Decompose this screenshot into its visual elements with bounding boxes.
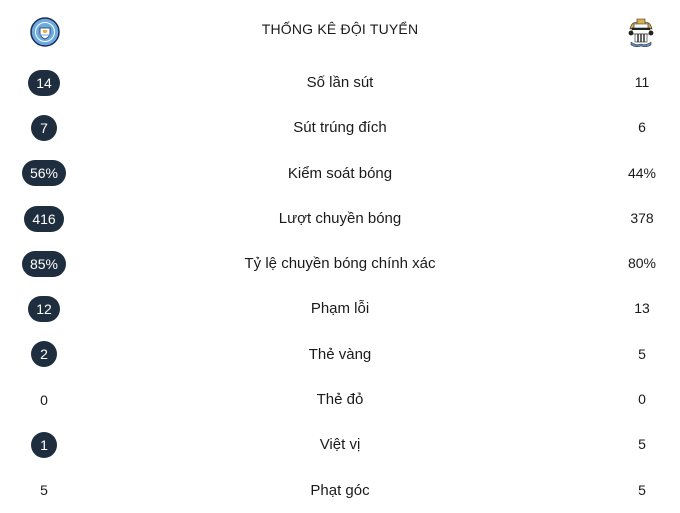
home-value: 0 <box>40 391 48 408</box>
home-value-cell <box>0 196 88 241</box>
away-value: 378 <box>630 209 654 226</box>
home-value-cell <box>0 60 88 105</box>
page-title: THỐNG KÊ ĐỘI TUYỂN <box>261 21 419 37</box>
home-value-cell <box>0 332 88 377</box>
away-value: 5 <box>638 345 646 362</box>
home-value-cell <box>0 422 88 467</box>
stat-row <box>0 468 680 513</box>
stat-label: Phạt góc <box>310 481 370 499</box>
manchester-city-crest-icon <box>30 17 60 47</box>
stat-label: Thẻ vàng <box>308 345 372 363</box>
stat-label: Số lần sút <box>306 74 374 91</box>
stat-row <box>0 241 680 286</box>
home-value-badge: 12 <box>28 296 60 322</box>
away-value: 5 <box>638 481 646 498</box>
home-value-badge: 56% <box>22 160 66 186</box>
stat-row <box>0 422 680 467</box>
newcastle-crest-icon <box>626 15 656 49</box>
home-value-badge: 14 <box>28 70 60 96</box>
away-value: 6 <box>638 119 646 136</box>
stat-row <box>0 377 680 422</box>
stat-row <box>0 196 680 241</box>
stat-label: Việt vị <box>319 436 361 454</box>
away-value: 0 <box>638 391 646 408</box>
away-value: 11 <box>634 74 650 90</box>
home-value-cell <box>0 241 88 286</box>
stat-label: Tỷ lệ chuyền bóng chính xác <box>244 255 436 273</box>
stat-label: Sút trúng đích <box>293 119 387 137</box>
stat-row <box>0 105 680 150</box>
home-value-cell <box>0 286 88 331</box>
stats-table <box>0 60 680 513</box>
away-value: 80% <box>627 255 657 272</box>
stat-row <box>0 332 680 377</box>
away-value: 5 <box>638 436 646 453</box>
home-value-cell <box>0 151 88 196</box>
stat-label: Lượt chuyền bóng <box>278 209 402 227</box>
stat-label: Phạm lỗi <box>310 300 370 318</box>
home-value-badge: 85% <box>22 251 66 277</box>
home-value-badge: 1 <box>31 432 57 458</box>
stat-row <box>0 60 680 105</box>
stat-label: Kiểm soát bóng <box>287 164 393 182</box>
away-value: 13 <box>634 300 650 317</box>
home-value-badge: 416 <box>24 206 63 232</box>
home-value: 5 <box>40 482 48 499</box>
home-value-badge: 7 <box>31 115 57 141</box>
stats-header <box>0 0 680 60</box>
home-value-badge: 2 <box>31 341 57 367</box>
stat-row <box>0 151 680 196</box>
home-value-cell <box>0 105 88 150</box>
home-value-cell <box>0 468 88 513</box>
home-value-cell <box>0 377 88 422</box>
away-value: 44% <box>627 164 657 181</box>
stat-row <box>0 286 680 331</box>
stat-label: Thẻ đỏ <box>316 391 364 409</box>
